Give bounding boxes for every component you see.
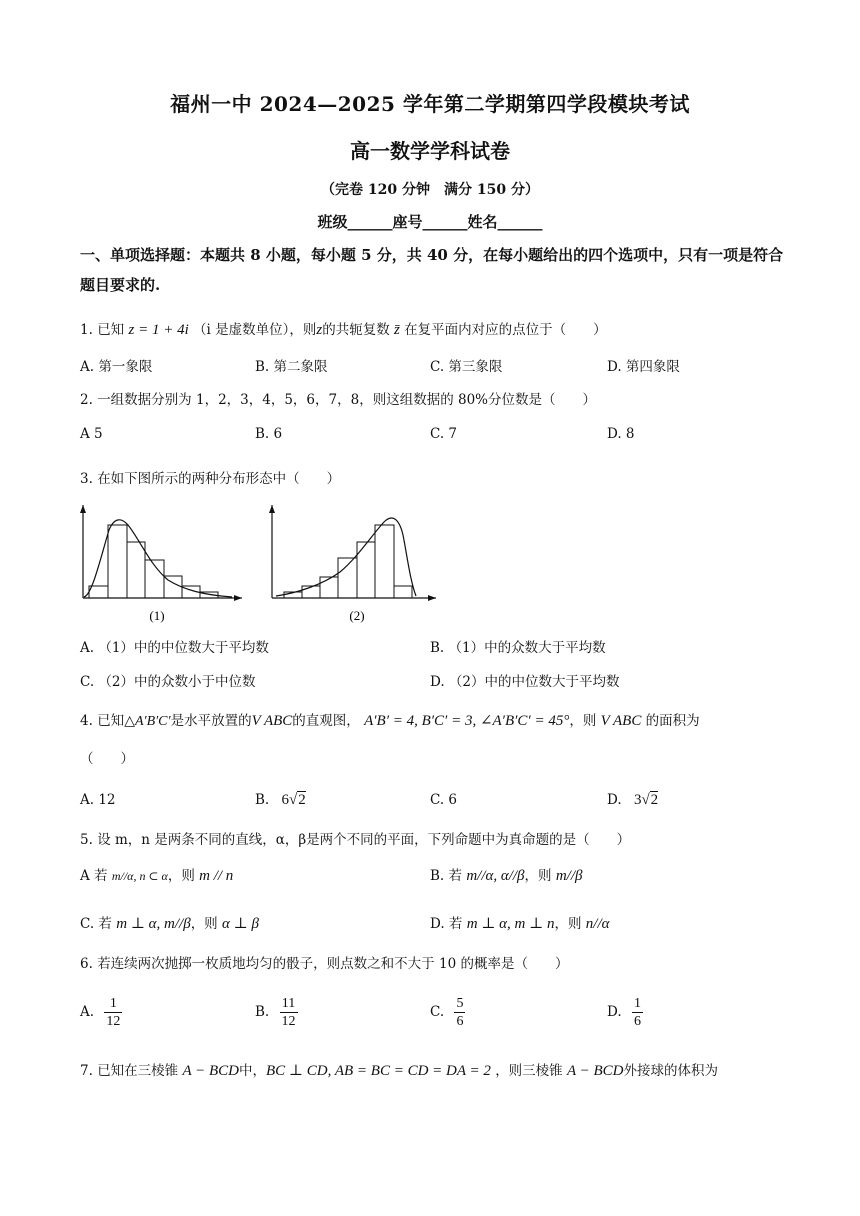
denominator: 6 (633, 1014, 641, 1029)
math-expression: 3√2 (633, 792, 659, 808)
math-expression: m ⊥ α, m//β (116, 916, 191, 932)
option-a: A. 12 (80, 792, 116, 808)
option-c: C. 6 (430, 792, 458, 808)
option-c (80, 914, 259, 934)
option-a: A. 第一象限 (80, 359, 153, 375)
question-2 (80, 390, 596, 410)
option-c: C. （2）中的众数小于中位数 (80, 674, 256, 690)
option-label: B. (255, 792, 270, 808)
question-number: 7. (80, 1063, 93, 1079)
math-expression: A′B′ = 4, B′C′ = 3, ∠A′B′C′ = 45° (364, 713, 570, 729)
denominator: 6 (456, 1014, 464, 1029)
math-expression: 6√2 (281, 792, 306, 808)
question-text: 外接球的体积为 (623, 1063, 718, 1079)
option-label: D. 若 (430, 916, 463, 932)
question-5 (80, 830, 630, 850)
question-number: 4. (80, 713, 93, 729)
option-label: C. (430, 1004, 445, 1020)
fraction (280, 995, 298, 1030)
question-text: 的直观图， (292, 713, 360, 729)
question-text: 在复平面内对应的点位于（ ） (404, 322, 607, 338)
question-text: 中， (239, 1063, 266, 1079)
math-expression: △A′B′C′ (124, 714, 171, 729)
math-expression: m//α, α//β (466, 868, 525, 884)
option-d (607, 995, 643, 1030)
question-text: 已知在三棱锥 (97, 1063, 179, 1079)
option-b: B. 6 (255, 426, 283, 442)
option-label: D. (607, 1004, 622, 1020)
numerator: 1 (104, 995, 122, 1013)
question-text: 一组数据分别为 1，2，3，4，5，6，7，8，则这组数据的 80%分位数是（ ） (97, 392, 596, 408)
fraction (454, 995, 465, 1030)
question-number: 1. (80, 322, 93, 338)
fraction (632, 995, 643, 1030)
option-c: C. 7 (430, 426, 458, 442)
question-number: 2. (80, 392, 93, 408)
option-c: C. 第三象限 (430, 359, 503, 375)
student-info-line: 班级______座号______姓名______ (317, 213, 543, 231)
question-text: ，则三棱锥 (495, 1063, 563, 1079)
option-b: B. （1）中的众数大于平均数 (430, 640, 606, 656)
question-text: 是水平放置的 (170, 713, 252, 729)
option-a: A 5 (80, 426, 103, 442)
option-label: C. 若 (80, 916, 112, 932)
figure-label: (1) (149, 608, 165, 623)
question-text: 设 m，n 是两条不同的直线，α，β是两个不同的平面，下列命题中为真命题的是（ ） (97, 832, 631, 848)
option-label: A 若 (80, 868, 108, 884)
question-text: 的面积为 (645, 713, 700, 729)
question-text: 已知 (97, 322, 125, 338)
math-expression: A − BCD (566, 1063, 624, 1079)
fraction (104, 995, 122, 1030)
math-expression: n//α (585, 916, 610, 932)
math-expression: BC ⊥ CD, AB = BC = CD = DA = 2 (266, 1063, 491, 1079)
option-label: A. (80, 1004, 95, 1020)
question-number: 5. (80, 832, 93, 848)
option-label: B. 若 (430, 868, 463, 884)
coefficient: 3 (633, 792, 642, 808)
exam-title: 福州一中 2024—2025 学年第二学期第四学段模块考试 (170, 92, 690, 116)
question-text: ，则 (569, 713, 597, 729)
option-a (80, 995, 122, 1030)
question-text: （i 是虚数单位），则 (193, 322, 317, 338)
denominator: 12 (106, 1014, 121, 1029)
math-expression: m ⊥ α, m ⊥ n (466, 916, 555, 932)
radicand: 2 (298, 792, 306, 808)
option-label: B. (255, 1004, 270, 1020)
figure-label: (2) (349, 608, 365, 623)
question-1 (80, 320, 607, 340)
option-d: D. 8 (607, 426, 635, 442)
option-d (607, 790, 658, 810)
exam-subtitle: 高一数学学科试卷 (350, 139, 510, 163)
option-c (430, 995, 465, 1030)
option-text: ，则 (190, 916, 218, 932)
option-text: ，则 (167, 868, 195, 884)
denominator: 12 (281, 1014, 296, 1029)
numerator: 11 (280, 995, 298, 1013)
math-expression: A − BCD (182, 1063, 239, 1079)
math-expression: V ABC (251, 713, 293, 729)
option-b (255, 995, 298, 1030)
numerator: 1 (633, 996, 641, 1011)
math-expression: α ⊥ β (221, 916, 259, 932)
option-text: ，则 (554, 916, 582, 932)
coefficient: 6 (281, 792, 290, 808)
numerator: 5 (456, 996, 464, 1011)
math-expression: z = 1 + 4i (128, 322, 189, 338)
question-text: 已知 (97, 713, 125, 729)
radicand: 2 (650, 792, 659, 808)
question-text: 在如下图所示的两种分布形态中（ ） (97, 471, 341, 487)
math-expression: z̄ (394, 322, 400, 338)
math-expression: m // n (199, 868, 234, 884)
option-a (80, 866, 233, 886)
question-7 (80, 1061, 718, 1081)
option-text: ，则 (524, 868, 552, 884)
question-text: 若连续两次抛掷一枚质地均匀的骰子，则点数之和不大于 10 的概率是（ ） (97, 956, 569, 972)
option-a: A. （1）中的中位数大于平均数 (80, 640, 269, 656)
exam-meta: （完卷 120 分钟 满分 150 分） (321, 182, 539, 198)
option-b: B. 第二象限 (255, 359, 328, 375)
question-number: 6. (80, 956, 93, 972)
question-number: 3. (80, 471, 93, 487)
option-b (430, 866, 582, 886)
option-b (255, 790, 306, 810)
question-4-continued: （ ） (80, 751, 134, 767)
option-d (430, 914, 610, 934)
histogram-figure-2 (269, 505, 436, 623)
question-4 (80, 711, 700, 732)
option-d: D. （2）中的中位数大于平均数 (430, 674, 620, 690)
section-heading: 一、单项选择题：本题共 8 小题，每小题 5 分，共 40 分，在每小题给出的四个选项中，只有一项是符合题目要求的. (80, 246, 784, 294)
distribution-figures (72, 500, 452, 630)
math-expression: V ABC (600, 713, 642, 729)
option-d: D. 第四象限 (607, 359, 680, 375)
question-text: 的共轭复数 (322, 322, 390, 338)
math-expression: m//β (555, 868, 583, 884)
question-6 (80, 954, 568, 974)
option-label: D. (607, 792, 622, 808)
question-3 (80, 469, 340, 489)
math-expression: m//α, n ⊂ α (111, 869, 168, 883)
histogram-figure-1 (80, 505, 242, 623)
math-expression: z (316, 322, 323, 338)
